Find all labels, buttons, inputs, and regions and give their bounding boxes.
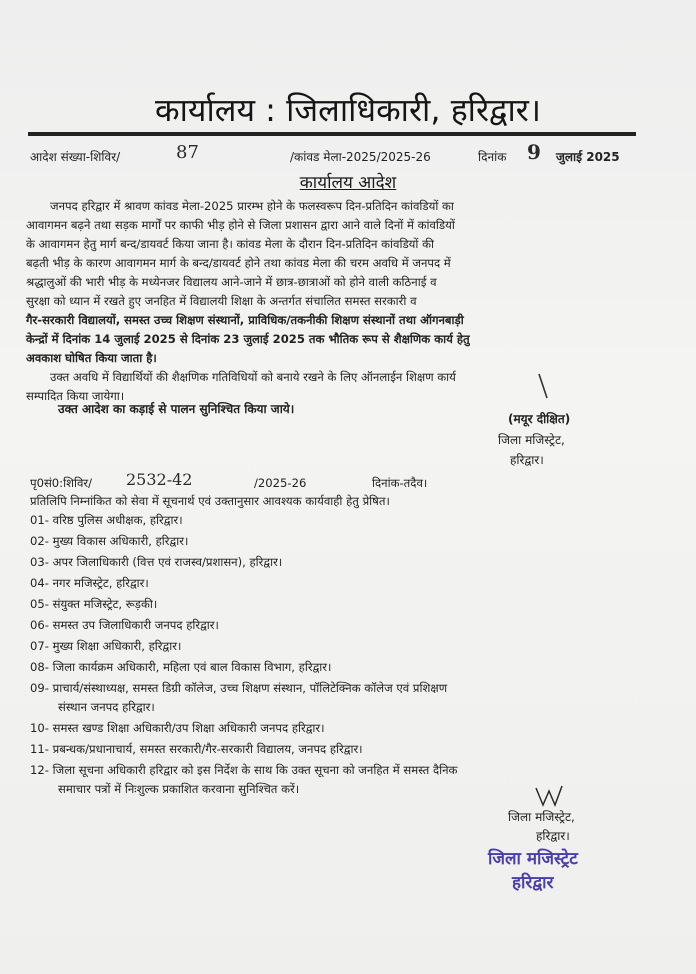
recipient-item: 01- वरिष्ठ पुलिस अधीक्षक, हरिद्वार। xyxy=(30,513,183,527)
para1-line: के आवागमन हेतु मार्ग बन्द/डायवर्ट किया जाना है। कांवड मेला के दौरान दिन-प्रतिदिन कांवडियों की xyxy=(26,237,434,251)
recipient-item: 05- संयुक्त मजिस्ट्रेट, रूड़की। xyxy=(30,597,158,611)
copy-ref-suffix: /2025-26 xyxy=(254,476,307,490)
office-title: कार्यालय : जिलाधिकारी, हरिद्वार। xyxy=(155,91,541,129)
title-underline xyxy=(28,132,636,136)
copy-ref-number: 2532-42 xyxy=(126,470,193,489)
para1-line: अवकाश घोषित किया जाता है। xyxy=(26,351,157,365)
para1-line: श्रद्धालुओं की भारी भीड़ के मध्येनजर विद्यालय आने-जाने में छात्र-छात्राओं को होने वाली कठिनाई व xyxy=(26,275,437,289)
recipient-item: 02- मुख्य विकास अधिकारी, हरिद्वार। xyxy=(30,534,189,548)
para1-line: बढ़ती भीड़ के कारण आवागमन मार्ग के बन्द/डायवर्ट होने तथा कांवड मेला की चरम अवधि में जनपद में xyxy=(26,256,451,270)
order-date-day: 9 xyxy=(527,140,541,164)
recipient-item: 03- अपर जिलाधिकारी (वित्त एवं राजस्व/प्रशासन), हरिद्वार। xyxy=(30,555,283,569)
recipient-item: 04- नगर मजिस्ट्रेट, हरिद्वार। xyxy=(30,576,149,590)
para1-line: केन्द्रों में दिनांक 14 जुलाई 2025 से दिनांक 23 जुलाई 2025 तक भौतिक रूप से शैक्षणिक कार्य हेतु xyxy=(26,332,470,346)
recipient-item: 12- जिला सूचना अधिकारी हरिद्वार को इस निर्देश के साथ कि उक्त सूचना को जनहित में समस्त दैनिक xyxy=(30,763,458,777)
order-date-month-year: जुलाई 2025 xyxy=(556,150,620,164)
para1-line: सुरक्षा को ध्यान में रखते हुए जनहित में विद्यालयी शिक्षा के अन्तर्गत संचालित समस्त सरकारी व xyxy=(26,294,417,308)
recipient-item: संस्थान जनपद हरिद्वार। xyxy=(58,700,155,714)
para2-line: सम्पादित किया जायेगा। xyxy=(26,389,125,403)
order-ref-number: 87 xyxy=(176,142,199,163)
recipient-item: 07- मुख्य शिक्षा अधिकारी, हरिद्वार। xyxy=(30,639,182,653)
copy-signatory-title: जिला मजिस्ट्रेट, xyxy=(508,810,575,824)
recipient-item: 08- जिला कार्यक्रम अधिकारी, महिला एवं बाल विकास विभाग, हरिद्वार। xyxy=(30,660,332,674)
recipient-item: 11- प्रबन्धक/प्रधानाचार्य, समस्त सरकारी/गैर-सरकारी विद्यालय, जनपद हरिद्वार। xyxy=(30,742,363,756)
official-stamp-line-2: हरिद्वार xyxy=(512,873,554,893)
copy-date: दिनांक-तदैव। xyxy=(372,476,428,490)
para2-line: उक्त अवधि में विद्यार्थियों की शैक्षणिक गतिविधियों को बनाये रखने के लिए ऑनलाईन शिक्षण कार्य xyxy=(50,370,456,384)
recipient-item: 09- प्राचार्य/संस्थाध्यक्ष, समस्त डिग्री कॉलेज, उच्च शिक्षण संस्थान, पॉलिटेक्निक कॉलेज एवं प्रशिक्षण xyxy=(30,681,448,695)
order-heading: कार्यालय आदेश xyxy=(299,173,397,193)
para1-line: जनपद हरिद्वार में श्रावण कांवड मेला-2025 प्रारम्भ होने के फलस्वरूप दिन-प्रतिदिन कांवडियों का xyxy=(50,199,454,213)
compliance-line: उक्त आदेश का कड़ाई से पालन सुनिश्चित किया जाये। xyxy=(58,402,295,416)
order-ref-suffix: /कांवड मेला-2025/2025-26 xyxy=(290,150,431,164)
order-ref-prefix: आदेश संख्या-शिविर/ xyxy=(30,150,121,164)
signature-mark xyxy=(536,372,550,400)
order-date-label: दिनांक xyxy=(478,150,507,164)
signatory-title: जिला मजिस्ट्रेट, xyxy=(498,433,565,447)
signatory-place: हरिद्वार। xyxy=(510,453,544,467)
copy-intro: प्रतिलिपि निम्नांकित को सेवा में सूचनार्थ एवं उक्तानुसार आवश्यक कार्यवाही हेतु प्रेषित। xyxy=(30,494,390,508)
copy-ref-prefix: पृ0सं0:शिविर/ xyxy=(30,476,93,490)
copy-signatory-place: हरिद्वार। xyxy=(536,829,570,843)
signatory-name: (मयूर दीक्षित) xyxy=(508,412,571,426)
recipient-item: समाचार पत्रों में निःशुल्क प्रकाशित करवाना सुनिश्चित करें। xyxy=(58,782,300,796)
para1-line: गैर-सरकारी विद्यालयों, समस्त उच्च शिक्षण संस्थानों, प्राविधिक/तकनीकी शिक्षण संस्थानों तथा ऑगनबाड़ी xyxy=(26,313,464,327)
recipient-item: 10- समस्त खण्ड शिक्षा अधिकारी/उप शिक्षा अधिकारी जनपद हरिद्वार। xyxy=(30,721,325,735)
para1-line: आवागमन बढ़ने तथा सड़क मार्गों पर काफी भीड़ होने से जिला प्रशासन द्वारा आने वाले दिनों में कांवडियों xyxy=(26,218,455,232)
signature-mark xyxy=(534,784,564,808)
order-paragraph-1 xyxy=(26,197,636,368)
official-stamp-line-1: जिला मजिस्ट्रेट xyxy=(488,849,578,869)
recipient-item: 06- समस्त उप जिलाधिकारी जनपद हरिद्वार। xyxy=(30,618,219,632)
